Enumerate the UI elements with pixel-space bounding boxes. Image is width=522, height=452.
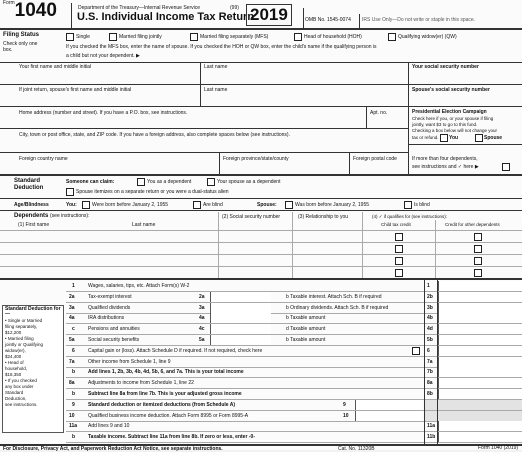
head-of-household-checkbox[interactable] <box>294 33 302 41</box>
line-right-description: d Taxable amount <box>286 326 326 332</box>
amount-field[interactable] <box>438 292 522 302</box>
income-line <box>0 389 522 399</box>
sidebar-item: $12,200 <box>5 330 22 335</box>
spouse-blind-checkbox[interactable] <box>404 201 412 209</box>
age-blindness-title: Age/Blindness <box>14 202 49 208</box>
box-label: 2b <box>427 294 433 300</box>
age-spouse-label: Spouse: <box>257 202 277 208</box>
line-description: Standard deduction or itemized deductions (from Schedule A) <box>88 402 236 408</box>
campaign-you-checkbox[interactable] <box>440 134 448 142</box>
footer-form-label: Form 1040 (2019) <box>478 445 519 451</box>
form-label: Form <box>3 0 15 6</box>
income-line <box>0 313 522 323</box>
dep-col-ssn: (2) Social security number <box>222 214 281 220</box>
tax-year: 2019 <box>246 4 292 26</box>
spouse-blind-label: Is blind <box>414 202 430 208</box>
sidebar-item: filing separately, <box>5 324 38 329</box>
dep1-child-credit-checkbox[interactable] <box>395 233 403 241</box>
spouse-itemizes-checkbox[interactable] <box>66 188 74 196</box>
qualifying-widow-checkbox[interactable] <box>388 33 396 41</box>
dep4-other-credit-checkbox[interactable] <box>474 269 482 277</box>
income-line <box>0 411 522 421</box>
line-description: Capital gain or (loss). Attach Schedule D if required. If not required, check here <box>88 348 263 354</box>
income-line <box>0 281 522 291</box>
first-name-label: Your first name and middle initial <box>19 64 92 70</box>
footer-notice: For Disclosure, Privacy Act, and Paperwork Reduction Act Notice, see separate instructions. <box>3 446 223 452</box>
campaign-spouse-checkbox[interactable] <box>475 134 483 142</box>
more-dependents-line1: If more than four dependents, <box>412 156 478 162</box>
ssn-label: Your social security number <box>412 64 479 70</box>
line-description: Subtract line 8a from line 7b. This is your adjusted gross income <box>88 391 242 397</box>
campaign-title: Presidential Election Campaign <box>412 109 487 115</box>
line-number: 1 <box>72 283 75 289</box>
form-code: (99) <box>230 5 239 11</box>
income-line <box>0 346 522 356</box>
mid-box-label: 4a <box>199 315 205 321</box>
married-jointly-checkbox[interactable] <box>109 33 117 41</box>
mid-amount-field[interactable] <box>210 313 271 323</box>
spouse-first-name-label: If joint return, spouse's first name and middle initial <box>19 87 132 93</box>
inner-box-label: 10 <box>343 413 349 419</box>
line-description: Add lines 9 and 10 <box>88 423 130 429</box>
sidebar-item: • Single or Married <box>5 318 43 323</box>
mfs-note-line2: a child but not your dependent. ▶ <box>66 53 140 59</box>
you-blind-label: Are blind <box>203 202 223 208</box>
you-as-dependent-checkbox[interactable] <box>137 178 145 186</box>
dep4-child-credit-checkbox[interactable] <box>395 269 403 277</box>
form-number: $^{Form}$1040 <box>3 0 57 21</box>
line-number: c <box>72 326 75 332</box>
mfs-note-line1: If you checked the MFS box, enter the name of spouse. If you checked the HOH or QW box, enter the child's name if the qualifying person is <box>66 44 377 50</box>
capital-gain-checkbox[interactable] <box>412 347 420 355</box>
box-label: 8a <box>427 380 433 386</box>
amount-field[interactable] <box>438 378 522 388</box>
line-right-description: b Ordinary dividends. Attach Sch. B if required <box>286 305 389 311</box>
sidebar-item: household, <box>5 366 28 371</box>
income-line <box>0 432 522 442</box>
box-label: 6 <box>427 348 430 354</box>
spouse-itemizes-label: Spouse itemizes on a separate return or you were a dual-status alien <box>76 189 229 195</box>
income-line <box>0 303 522 313</box>
sidebar-item: • Married filing <box>5 336 34 341</box>
line-description: Add lines 1, 2b, 3b, 4b, 4d, 5b, 6, and 7a. This is your total income <box>88 369 244 375</box>
line-right-description: b Taxable amount <box>286 315 326 321</box>
mid-box-label: 5a <box>199 337 205 343</box>
form-title: U.S. Individual Income Tax Return <box>77 11 255 23</box>
apt-label: Apt. no. <box>370 110 388 116</box>
box-label: 4d <box>427 326 433 332</box>
campaign-line1: Check here if you, or your spouse if filing <box>412 116 494 121</box>
married-separately-checkbox[interactable] <box>190 33 198 41</box>
sidebar-item: • Head of <box>5 360 24 365</box>
income-line <box>0 335 522 345</box>
mid-amount-field[interactable] <box>210 324 271 334</box>
line-description: Qualified dividends <box>88 305 131 311</box>
line-number: 5a <box>69 337 75 343</box>
line-description: Other income from Schedule 1, line 9 <box>88 359 171 365</box>
single-checkbox[interactable] <box>66 33 74 41</box>
amount-field[interactable] <box>438 357 522 367</box>
income-line <box>0 367 522 377</box>
line-description: Pensions and annuities <box>88 326 140 332</box>
you-born-before-checkbox[interactable] <box>82 201 90 209</box>
amount-field[interactable] <box>438 335 522 345</box>
line-description: Adjustments to income from Schedule 1, line 22 <box>88 380 194 386</box>
sidebar-item: Standard <box>5 390 24 395</box>
line-number: 8a <box>69 380 75 386</box>
dep-col-last-name: Last name <box>132 222 156 228</box>
line-description: Qualified business income deduction. Attach Form 8995 or Form 8995-A <box>88 413 249 419</box>
sidebar-item: $24,400 <box>5 354 22 359</box>
spouse-as-dependent-checkbox[interactable] <box>207 178 215 186</box>
last-name-label: Last name <box>204 64 228 70</box>
mid-amount-field[interactable] <box>210 292 271 302</box>
sidebar-item: $18,350 <box>5 372 22 377</box>
income-line <box>0 292 522 302</box>
line-number: b <box>72 369 76 375</box>
box-label: 1 <box>427 283 430 289</box>
box-label: 4b <box>427 315 433 321</box>
line-number: 11a <box>69 423 78 429</box>
you-born-before-label: Were born before January 2, 1955 <box>92 202 169 208</box>
income-line <box>0 400 522 410</box>
line-number: 2a <box>69 294 75 300</box>
sidebar-item: • If you checked <box>5 378 37 383</box>
income-line <box>0 421 522 431</box>
sidebar-title: Standard Deduction for— <box>5 306 61 317</box>
line-description: Social security benefits <box>88 337 140 343</box>
campaign-line4: tax or refund. <box>412 135 439 140</box>
box-label: 11a <box>427 423 436 429</box>
line-description: Tax-exempt interest <box>88 294 132 300</box>
box-label: 7b <box>427 369 433 375</box>
filing-status-subtitle: Check only one box. <box>3 41 38 53</box>
dep3-child-credit-checkbox[interactable] <box>395 257 403 265</box>
mid-box-label: 4c <box>199 326 205 332</box>
dep1-other-credit-checkbox[interactable] <box>474 233 482 241</box>
mid-box-label: 2a <box>199 294 205 300</box>
income-line <box>0 357 522 367</box>
inner-amount-field[interactable] <box>355 400 422 410</box>
dependents-title: Dependents (see instructions): <box>14 213 90 219</box>
dep2-other-credit-checkbox[interactable] <box>474 245 482 253</box>
postal-code-label: Foreign postal code <box>353 156 397 162</box>
box-label: 7a <box>427 359 433 365</box>
spouse-born-before-checkbox[interactable] <box>285 201 293 209</box>
you-blind-checkbox[interactable] <box>193 201 201 209</box>
amount-field[interactable] <box>438 421 522 431</box>
you-as-dependent-label: You as a dependent <box>147 179 192 185</box>
qualifying-widow-label: Qualifying widow(er) (QW) <box>398 34 457 40</box>
sidebar-item: widow(er), <box>5 348 26 353</box>
someone-can-claim: Someone can claim: <box>66 179 115 185</box>
amount-field[interactable] <box>438 346 522 356</box>
line-number: 7a <box>69 359 75 365</box>
dep-col-other-credit: Credit for other dependents <box>445 222 500 227</box>
dep2-child-credit-checkbox[interactable] <box>395 245 403 253</box>
inner-box-label: 9 <box>343 402 346 408</box>
std-deduction-title2: Deduction <box>14 185 44 191</box>
amount-field[interactable] <box>438 432 522 442</box>
married-jointly-label: Married filing jointly <box>119 34 162 40</box>
spouse-ssn-label: Spouse's social security number <box>412 87 490 93</box>
amount-field[interactable] <box>438 389 522 399</box>
more-dependents-checkbox[interactable] <box>502 163 510 171</box>
line-number: 6 <box>72 348 75 354</box>
line-number: 3a <box>69 305 75 311</box>
mid-amount-field[interactable] <box>210 335 271 345</box>
amount-field[interactable] <box>438 313 522 323</box>
campaign-line2: jointly, want $3 to go to this fund. <box>412 122 478 127</box>
campaign-spouse-label: Spouse <box>484 135 503 141</box>
amount-field[interactable] <box>438 324 522 334</box>
box-label: 5b <box>427 337 433 343</box>
line-number: 10 <box>69 413 75 419</box>
std-deduction-title1: Standard <box>14 178 41 184</box>
dep-col-relationship: (3) Relationship to you <box>298 214 349 220</box>
address-label: Home address (number and street). If you have a P.O. box, see instructions. <box>19 110 188 116</box>
filing-status-title: Filing Status <box>3 32 39 38</box>
line-description: Taxable income. Subtract line 11a from line 8b. If zero or less, enter -0- <box>88 434 255 440</box>
married-separately-label: Married filing separately (MFS) <box>200 34 269 40</box>
department-text: Department of the Treasury—Internal Revenue Service <box>78 5 201 11</box>
sidebar-item: jointly or Qualifying <box>5 342 44 347</box>
spouse-born-before-label: Was born before January 2, 1955 <box>295 202 370 208</box>
line-right-description: b Taxable interest. Attach Sch. B if required <box>286 294 382 300</box>
amount-field[interactable] <box>438 367 522 377</box>
sidebar-item: see instructions. <box>5 402 38 407</box>
sidebar-item: any box under <box>5 384 34 389</box>
spouse-as-dependent-label: Your spouse as a dependent <box>217 179 281 185</box>
box-label: 11b <box>427 434 436 440</box>
footer-cat-no: Cat. No. 11320B <box>338 446 375 452</box>
line-number: 9 <box>72 402 75 408</box>
line-right-description: b Taxable amount <box>286 337 326 343</box>
province-label: Foreign province/state/county <box>223 156 289 162</box>
head-of-household-label: Head of household (HOH) <box>304 34 362 40</box>
dep-col-first-name: (1) First name <box>18 222 50 228</box>
line-number: b <box>72 434 76 440</box>
country-label: Foreign country name <box>19 156 68 162</box>
mid-amount-field[interactable] <box>210 303 271 313</box>
inner-amount-field[interactable] <box>355 411 422 421</box>
amount-field[interactable] <box>438 281 522 291</box>
spouse-last-name-label: Last name <box>204 87 228 93</box>
line-description: IRA distributions <box>88 315 125 321</box>
single-label: Single <box>76 34 90 40</box>
mid-box-label: 3a <box>199 305 205 311</box>
line-description: Wages, salaries, tips, etc. Attach Form(s) W-2 <box>88 283 190 289</box>
income-line <box>0 324 522 334</box>
line-number: 4a <box>69 315 75 321</box>
amount-field[interactable] <box>438 303 522 313</box>
line-number: b <box>72 391 76 397</box>
dep3-other-credit-checkbox[interactable] <box>474 257 482 265</box>
campaign-you-label: You <box>449 135 459 141</box>
income-line <box>0 378 522 388</box>
campaign-line3: Checking a box below will not change your <box>412 128 498 133</box>
sidebar-item: Deduction, <box>5 396 27 401</box>
irs-use-only: IRS Use Only—Do not write or staple in this space. <box>362 17 476 23</box>
city-label: City, town or post office, state, and ZIP code. If you have a foreign address, also complete spaces below (see instructions). <box>19 132 290 138</box>
age-you-label: You: <box>66 202 77 208</box>
box-label: 3b <box>427 305 433 311</box>
dep-col-qualifies: (4) ✓ if qualifies for (see instructions): <box>372 214 448 219</box>
dep-col-child-credit: Child tax credit <box>381 222 411 227</box>
box-label: 8b <box>427 391 433 397</box>
more-dependents-line2: see instructions and ✓ here ▶ <box>412 164 479 170</box>
omb-number: OMB No. 1545-0074 <box>305 17 351 23</box>
